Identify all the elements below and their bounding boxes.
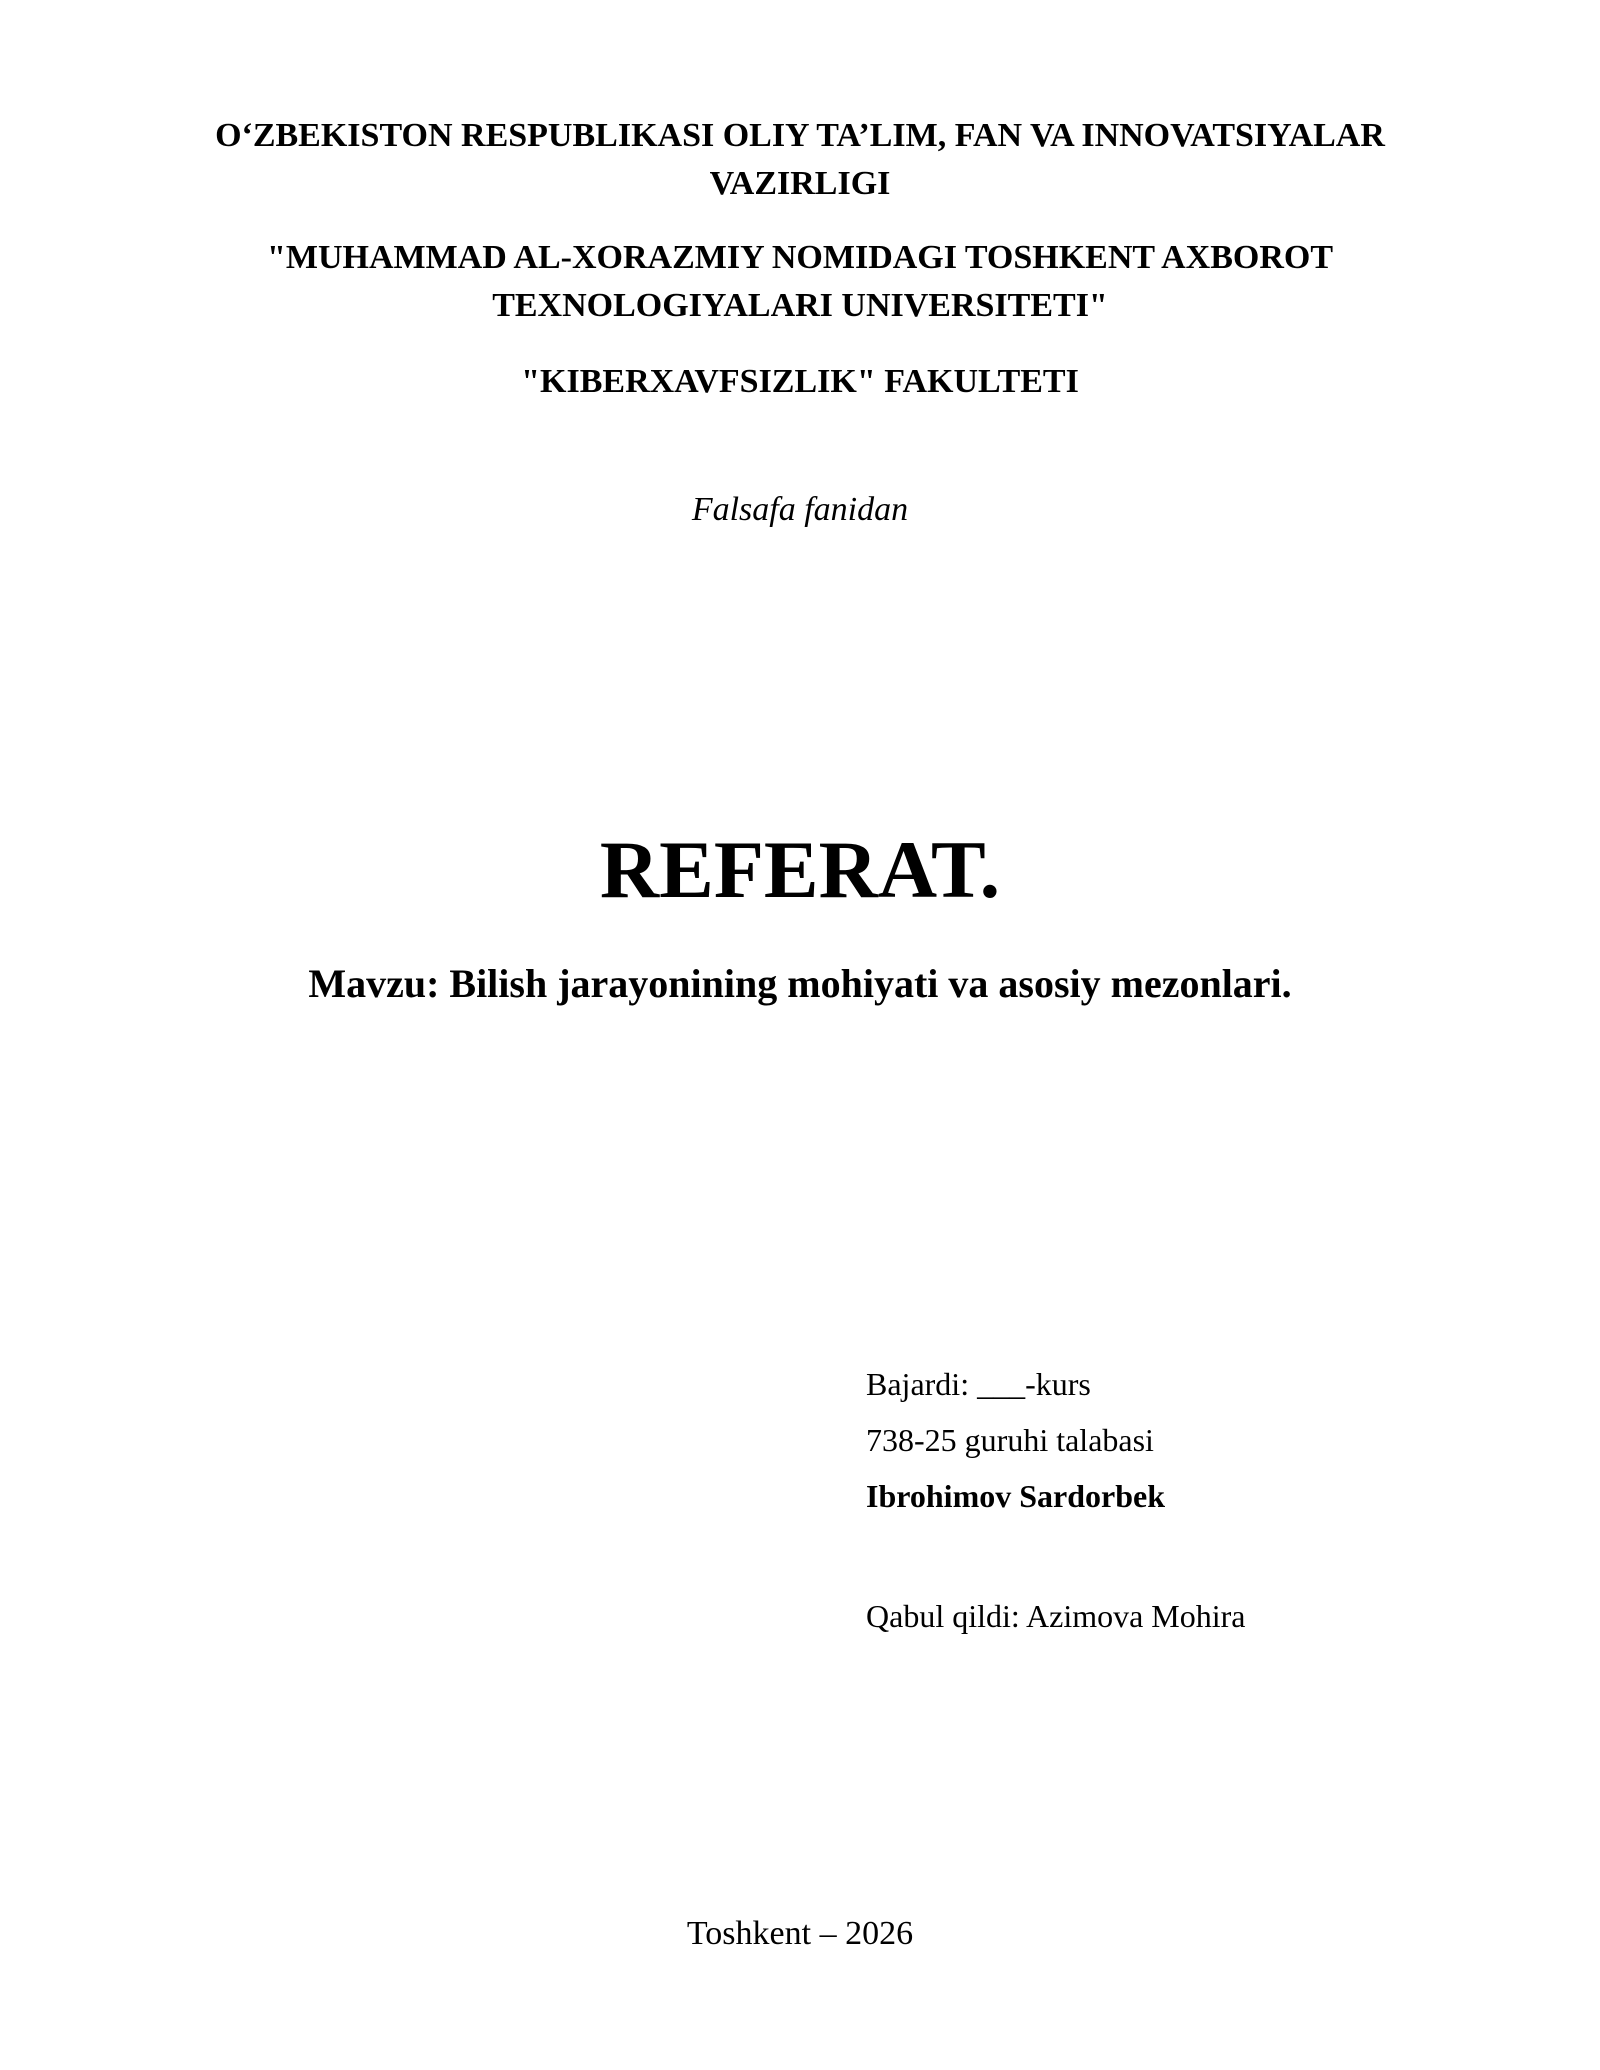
university-line-1: "MUHAMMAD AL-XORAZMIY NOMIDAGI TOSHKENT AXBOROT [266,239,1334,276]
info-spacer [866,1524,1546,1588]
faculty-heading: "KIBERXAVFSIZLIK" FAKULTETI [521,363,1079,400]
university-line-2: TEXNOLOGIYALARI UNIVERSITETI" [492,287,1108,324]
university-heading [80,234,1520,330]
ministry-heading [80,112,1520,208]
author-info-block [866,1356,1546,1644]
ministry-line-1: O‘ZBEKISTON RESPUBLIKASI OLIY TA’LIM, FAN VA INNOVATSIYALAR [215,117,1385,154]
document-title: REFERAT. [599,824,1001,915]
city-year-footer: Toshkent – 2026 [686,1915,914,1952]
topic-line: Mavzu: Bilish jarayonining mohiyati va asosiy mezonlari. [308,961,1292,1006]
group-line: 738-25 guruhi talabasi [866,1422,1154,1458]
accepted-by-line: Qabul qildi: Azimova Mohira [866,1598,1246,1634]
subject-line: Falsafa fanidan [691,491,909,528]
ministry-line-2: VAZIRLIGI [709,165,891,202]
student-name: Ibrohimov Sardorbek [866,1478,1166,1514]
performed-by-line: Bajardi: ___-kurs [866,1366,1091,1402]
